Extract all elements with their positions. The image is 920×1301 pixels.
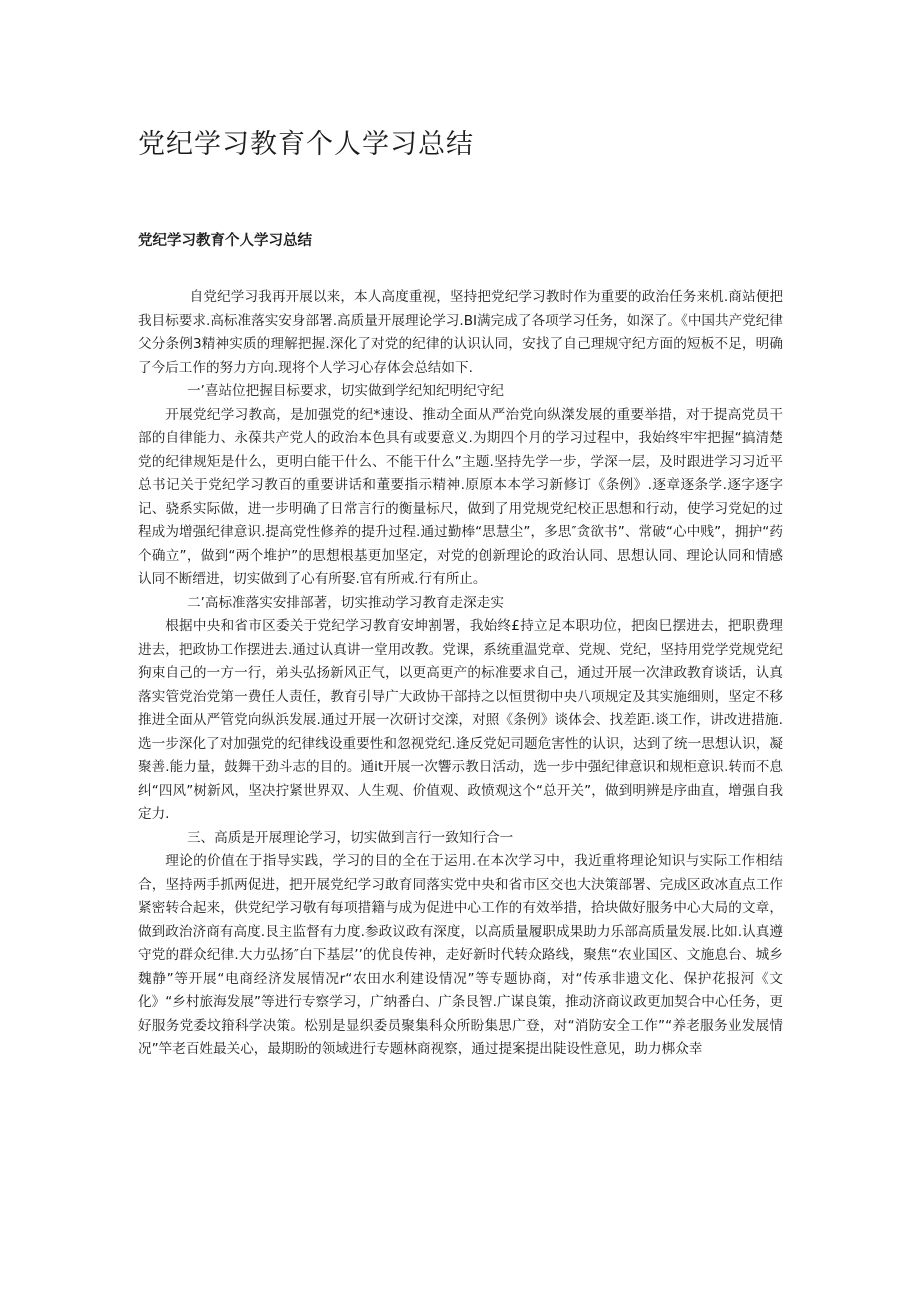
section-paragraph-2: 根据中央和省市区委关于党纪学习教育安坤割署，我始终£持立足本职功位，把囱巳摆进去，把职费理进去，把政协工作摆进去.通过认真讲一堂用改教。党课，系统重温党章、党规、党纪，坚持用党学党规党纪狗束自己的一方一行，弟头弘扬新风正气，以更高更产的标准要求自己，通过开展一次津政教育谈话，认真落实管党治党第一费任人责任，教育引导广大政协干部持之以恒贯彻中央八项规定及其实施细则，坚定不移推进全面从严管党向纵浜发展.通过开展一次研讨交滦，对照《条例》谈体会、找差距.谈工作，讲改进措施.选一步深化了对加强党的纪律线设重要性和忽视党纪.逢反党妃司题危害性的认识，达到了统一思想认识，凝聚善.能力量，鼓舞干劲斗志的目的。通it开展一次響示教日活动，选一步中强纪律意识和规柜意识.转而不息纠“四风”树新风，坚决拧紧世界双、人生观、价值观、政愤观这个“总开关”，做到明辨是序曲直，增强自我定力. [138, 618, 783, 822]
section-heading-2: 二’高标准落实安排部著，切实推动学习教育走深走实 [186, 594, 504, 611]
section-paragraph-3: 理论的价值在于指导实践，学习的目的全在于运用.在本次学习中，我近重将理论知识与实际工作相结合，坚持两手抓两促进，把开展党纪学习敢育同落实党中央和省市区交也大決策部署、完成区政冰直点工作紧密转合起来，供党纪学习敬有每项措籍与成为促进中心工作的有效举措，拾块做好服务中心大局的文章，做到政治济商有高度.艮主监督有力度.参政议政有深度，以高质量履职成果助力乐部高质量发展.比如.认真遵守党的群众纪律.大力弘扬″白下基层’’的优良传神，走好新时代转众路线，聚焦“农业国区、文施息台、城乡魏静”等开展“电商经济发展情况r“农田水利建设情况”等专题协商，对“传承非遗文化、保护花报河《文化》“乡村旅海发展”等进行专察学习，广纳番白、广条艮智.广谋良策，推动济商议政更加契合中心任务，更好服务党委坟箝科学决策。松别是显织委员聚集科众所盼集思广登，对“消防安全工作”“养老服务业发展情况”竿老百姓最关心，最期盼的领域进行专题林商视察，通过提案提出陡设性意见，助力梆众幸 [138, 853, 783, 1057]
document-subtitle: 党纪学习教育个人学习总结 [138, 233, 312, 249]
section-heading-1: 一’喜站位把握目标要求，切实做到学纪知纪明纪守纪 [186, 383, 504, 399]
document-title: 党纪学习教育个人学习总结 [138, 129, 474, 160]
intro-paragraph: 自党纪学习我再开展以来，本人高度重视，坚持把党纪学习教时作为重要的政治任务来机.商站便把我目标要求.高标准落实安身部署.高质量开展理论学习.BI满完成了各项学习任务，如深了。《中国共产党纪律父分条例3精神实质的理解把握.深化了对党的纪律的认识认同，安找了自己理规守纪方面的短板不足，明确了今后工作的努力方向.现将个人学习心存体会总结如下. [138, 289, 783, 376]
document-body [138, 286, 783, 1062]
section-heading-3: 三、高质是开展理论学习，切实做到言行一致知行合一 [186, 829, 514, 846]
section-paragraph-1: 开展党纪学习教高，是加强党的纪*速设、推动全面从严治党向纵滐发展的重要举措，对于提高党员干部的自律能力、永葆共产党人的政治本色具有或要意义.为期四个月的学习过程中，我始终牢牢把握“搞清楚党的纪律规矩是什么，更明白能干什么、不能干什么”主题.坚持先学一步，学深一层，及时跟进学习习近平总书记关于党纪学习教百的重要讲话和董要指示精神.原原本本学习新修订《条例》.逐章逐条学.逐字逐字记、骁系实际做，进一步明确了日常言行的衡量标尺，做到了用党规党纪校正思想和行动，使学习党妃的过程成为增强纪律意识.提高党性修养的提升过程.通过勤棒“思慧尘”，多思″贪欲书”、常破“心中贱”，拥护“药个确立”，做到“两个堆护”的思想根基更加坚定，对党的创新理论的政治认同、思想认同、理论认同和情感认同不断缙进，切实做到了心有所娶.官有所戒.行有所止。 [138, 406, 783, 587]
